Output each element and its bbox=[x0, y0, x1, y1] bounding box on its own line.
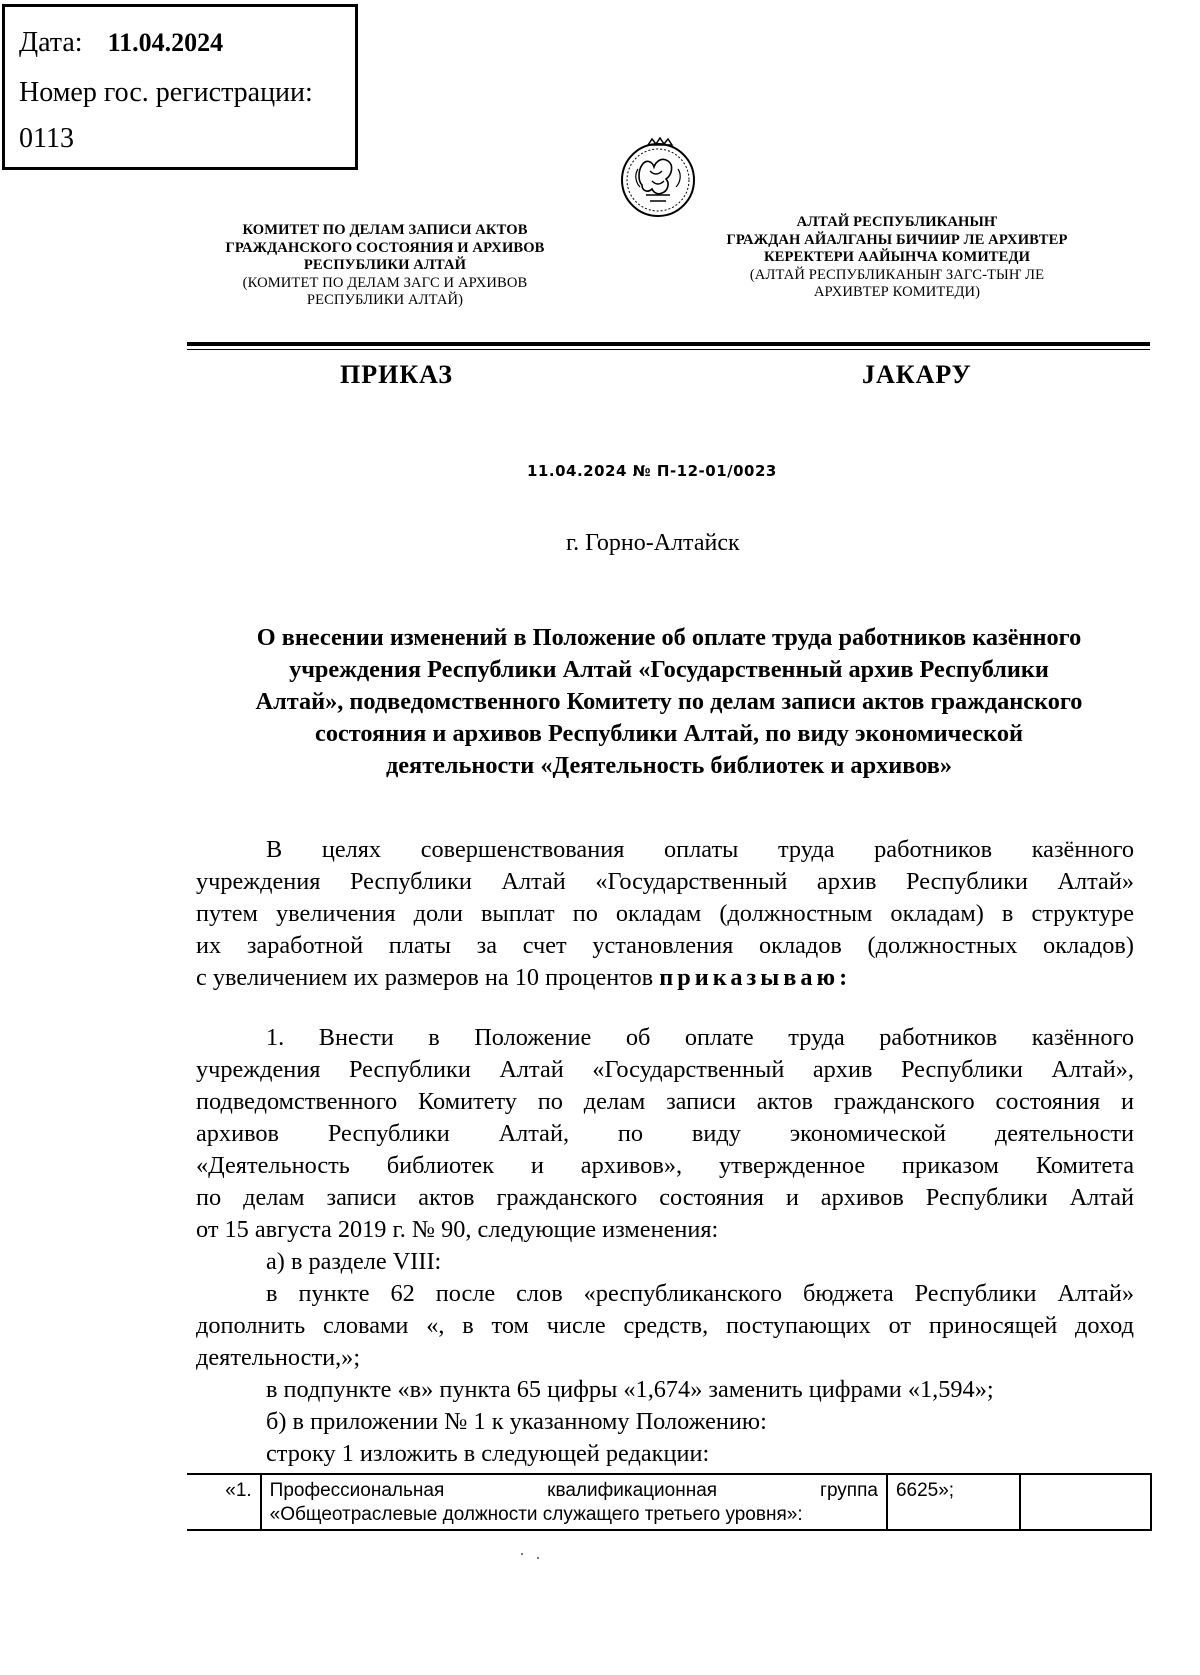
item1-line: подведомственного Комитету по делам записи актов гражданского состояния и bbox=[196, 1088, 1134, 1115]
title-line: Алтай», подведомственного Комитету по делам записи актов гражданского bbox=[255, 688, 1083, 715]
org-right-line: АЛТАЙ РЕСПУБЛИКАНЫҤ bbox=[796, 214, 998, 230]
preamble-line: В целях совершенствования оплаты труда работников казённого bbox=[266, 836, 1134, 863]
preamble-last-text: с увеличением их размеров на 10 процентов bbox=[196, 964, 660, 991]
org-left-line: ГРАЖДАНСКОГО СОСТОЯНИЯ И АРХИВОВ bbox=[225, 239, 545, 256]
registration-date-row bbox=[19, 27, 223, 59]
order-city: г. Горно-Алтайск bbox=[566, 530, 740, 556]
table-cell-group bbox=[261, 1474, 887, 1530]
item1-line: учреждения Республики Алтай «Государственный архив Республики Алтай», bbox=[196, 1056, 1134, 1083]
preamble-line: учреждения Республики Алтай «Государственный архив Республики Алтай» bbox=[196, 868, 1134, 895]
point65-line: в подпункте «в» пункта 65 цифры «1,674» заменить цифрами «1,594»; bbox=[266, 1376, 994, 1403]
org-left-line: РЕСПУБЛИКИ АЛТАЙ bbox=[303, 257, 467, 273]
point62-line: дополнить словами «, в том числе средств, поступающих от приносящей доход bbox=[196, 1312, 1134, 1339]
group-line-1 bbox=[270, 1479, 878, 1503]
point62-line: в пункте 62 после слов «республиканского бюджета Республики Алтай» bbox=[266, 1280, 1134, 1307]
item1-line: по делам записи актов гражданского состояния и архивов Республики Алтай bbox=[196, 1184, 1134, 1211]
org-left-line: КОМИТЕТ ПО ДЕЛАМ ЗАПИСИ АКТОВ bbox=[242, 222, 528, 238]
org-right-line: КЕРЕКТЕРИ ААЙЫНЧА КОМИТЕДИ bbox=[763, 249, 1031, 265]
item1-line: 1. Внести в Положение об оплате труда работников казённого bbox=[266, 1024, 1134, 1051]
table-row bbox=[187, 1474, 1151, 1530]
header-rule-thin bbox=[187, 349, 1150, 350]
preamble-last-line bbox=[196, 962, 1134, 994]
header-rule-thick bbox=[187, 342, 1150, 346]
org-right-line: (АЛТАЙ РЕСПУБЛИКАНЫҤ ЗАГС-ТЫҤ ЛЕ bbox=[749, 266, 1045, 283]
registration-number-label: Номер гос. регистрации: bbox=[19, 77, 313, 108]
preamble-line: их заработной платы за счет установления окладов (должностных окладов) bbox=[196, 932, 1134, 959]
order-directive: приказываю: bbox=[659, 964, 852, 991]
salary-table bbox=[187, 1473, 1152, 1531]
registration-number-value: 0113 bbox=[19, 123, 74, 154]
date-value: 11.04.2024 bbox=[107, 28, 224, 57]
title-line: учреждения Республики Алтай «Государственный архив Республики bbox=[289, 656, 1049, 683]
item1-line: «Деятельность библиотек и архивов», утвержденное приказом Комитета bbox=[196, 1152, 1134, 1179]
org-name-left bbox=[200, 222, 570, 310]
table-cell-extra bbox=[1020, 1474, 1151, 1530]
order-word-altai: ЈАКАРУ bbox=[862, 360, 972, 389]
group-line-2: «Общеотраслевые должности служащего третьего уровня»: bbox=[269, 1504, 803, 1525]
scan-speck bbox=[521, 1553, 523, 1555]
order-word-russian: ПРИКАЗ bbox=[340, 360, 454, 389]
scan-speck bbox=[537, 1557, 539, 1559]
preamble-paragraph bbox=[196, 834, 1134, 994]
table-cell-value: 6625»; bbox=[887, 1474, 1020, 1530]
subitem-b: б) в приложении № 1 к указанному Положению: bbox=[266, 1408, 767, 1435]
date-label: Дата: bbox=[19, 27, 83, 58]
row1-intro: строку 1 изложить в следующей редакции: bbox=[266, 1440, 710, 1467]
org-right-line: ГРАЖДАН АЙАЛГАНЫ БИЧИИР ЛЕ АРХИВТЕР bbox=[726, 231, 1068, 248]
org-name-right bbox=[722, 214, 1072, 302]
group-word: квалификационная bbox=[547, 1480, 718, 1501]
item-1-paragraph bbox=[196, 1022, 1134, 1470]
org-right-line: АРХИВТЕР КОМИТЕДИ) bbox=[813, 284, 981, 300]
preamble-line: путем увеличения доли выплат по окладам (должностным окладам) в структуре bbox=[196, 900, 1134, 927]
document-title bbox=[188, 622, 1150, 782]
coat-of-arms-icon bbox=[612, 135, 704, 221]
title-line: деятельности «Деятельность библиотек и архивов» bbox=[385, 752, 953, 779]
table-cell-number: «1. bbox=[225, 1480, 252, 1501]
registration-box bbox=[2, 4, 358, 170]
title-line: О внесении изменений в Положение об оплате труда работников казённого bbox=[256, 624, 1082, 651]
subitem-a: а) в разделе VIII: bbox=[266, 1248, 442, 1275]
point62-line: деятельности,»; bbox=[196, 1344, 361, 1371]
title-line: состояния и архивов Республики Алтай, по виду экономической bbox=[315, 720, 1023, 747]
order-number: 11.04.2024 № П-12-01/0023 bbox=[527, 462, 777, 480]
item1-line: от 15 августа 2019 г. № 90, следующие изменения: bbox=[196, 1216, 719, 1243]
group-word: Профессиональная bbox=[269, 1480, 445, 1501]
group-word: группа bbox=[820, 1480, 878, 1501]
item1-line: архивов Республики Алтай, по виду экономической деятельности bbox=[196, 1120, 1134, 1147]
org-left-line: РЕСПУБЛИКИ АЛТАЙ) bbox=[306, 292, 464, 308]
org-left-line: (КОМИТЕТ ПО ДЕЛАМ ЗАГС И АРХИВОВ bbox=[242, 274, 528, 291]
